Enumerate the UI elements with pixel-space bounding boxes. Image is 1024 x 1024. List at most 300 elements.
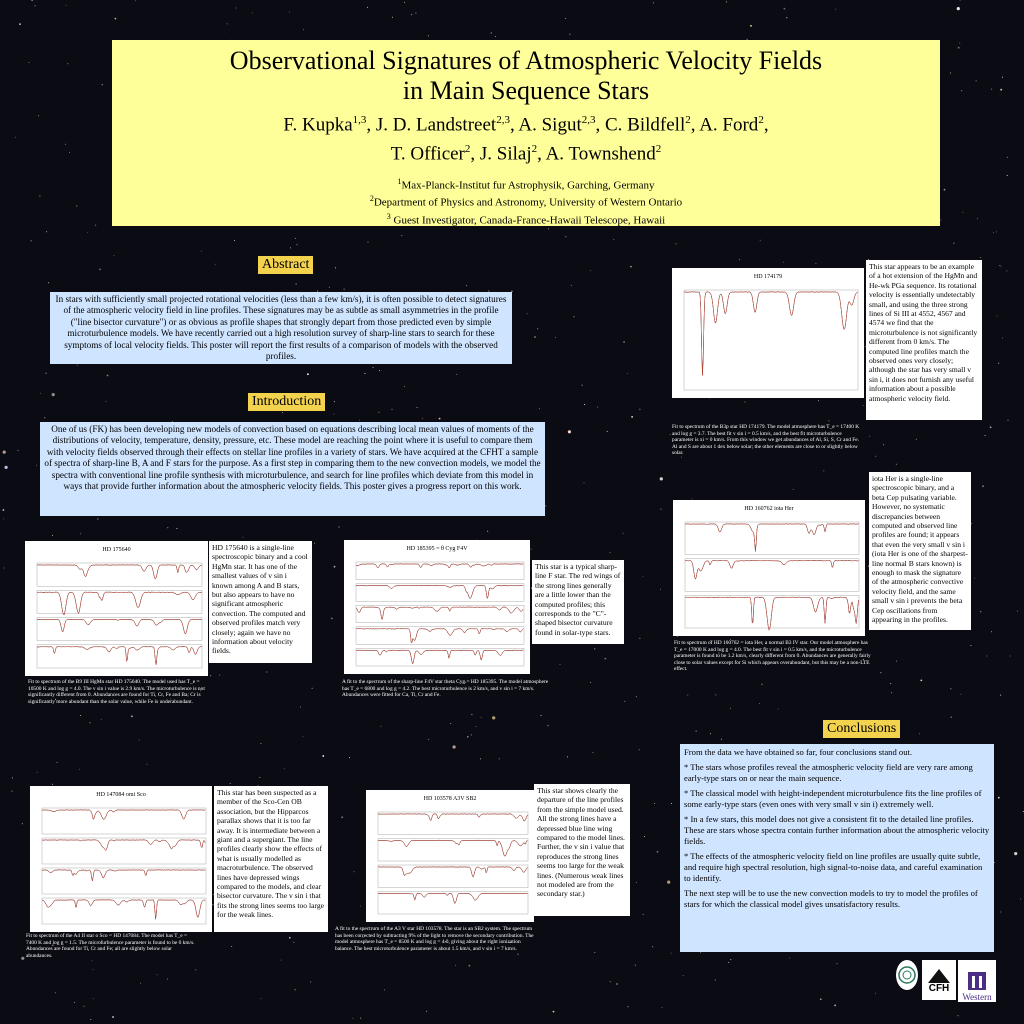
star-dot	[534, 336, 536, 338]
star-dot	[574, 316, 575, 317]
star-dot	[986, 656, 987, 657]
star-dot	[998, 363, 999, 364]
star-dot	[569, 34, 570, 35]
star-dot	[99, 269, 101, 271]
author-name: J. Silaj	[479, 143, 532, 165]
note-hd185395: This star is a typical sharp-line F star. The red wings of the strong lines generally are a little lower than the computed profiles; this corresponds to the "C"-shaped bisector curvature found in solar-type stars.	[532, 560, 624, 644]
plot-title: HD 185395 = θ Cyg F4V	[406, 546, 468, 552]
star-dot	[466, 285, 467, 286]
star-dot	[339, 527, 340, 528]
star-dot	[823, 470, 824, 471]
star-dot	[639, 409, 640, 410]
author-name: C. Bildfell	[605, 114, 686, 136]
star-dot	[135, 0, 136, 1]
plot-title: HD 160762 iota Her	[744, 506, 794, 512]
star-dot	[471, 714, 472, 715]
author-affiliation-mark: 2	[758, 114, 764, 126]
star-dot	[594, 952, 595, 953]
observed-spectrum-line	[37, 565, 202, 579]
star-dot	[671, 803, 672, 804]
star-dot	[553, 1011, 555, 1013]
affiliation-line	[112, 210, 940, 228]
star-dot	[230, 783, 231, 784]
poster-title-line2: in Main Sequence Stars	[402, 76, 650, 105]
star-dot	[531, 549, 532, 550]
star-dot	[417, 407, 418, 408]
model-spectrum-line	[378, 841, 528, 857]
caption-hd103578: A fit to the spectrum of the A3 V star HD 103578. The star is an SB2 system. The spectrum has been corrected by subtracting 9% of the light to remove the secondary contribution. The model atmosphere has T_e = 8500 K and log g = 4.0, giving about the right ionization balance. The best microturbulence parameter is about 1.5 km/s, and v sin i = 7 km/s.	[335, 926, 534, 952]
star-dot	[476, 726, 477, 727]
author-separator: ,	[595, 114, 605, 136]
star-dot	[93, 969, 94, 970]
star-dot	[661, 509, 662, 510]
star-dot	[1000, 912, 1001, 913]
plot-hd175640	[25, 541, 208, 676]
star-dot	[565, 18, 566, 19]
star-dot	[282, 412, 283, 413]
star-dot	[835, 9, 836, 10]
star-dot	[55, 992, 56, 993]
star-dot	[993, 232, 994, 233]
plot-axes-frame	[42, 868, 206, 894]
star-dot	[46, 373, 47, 374]
model-spectrum-line	[378, 814, 528, 821]
author-affiliation-mark: 2	[464, 143, 471, 156]
star-dot	[869, 436, 870, 437]
star-dot	[167, 527, 168, 528]
star-dot	[95, 225, 96, 226]
star-dot	[37, 772, 38, 773]
star-dot	[750, 25, 752, 27]
star-dot	[234, 240, 235, 241]
star-dot	[48, 282, 49, 283]
star-dot	[590, 682, 591, 683]
star-dot	[471, 734, 472, 735]
star-dot	[875, 993, 876, 994]
conclusion-paragraph: * The stars whose profiles reveal the atmospheric velocity field are very rare among early-type stars on or near the main sequence.	[684, 762, 973, 783]
star-dot	[661, 1007, 662, 1008]
star-dot	[310, 981, 311, 982]
star-dot	[639, 638, 640, 639]
star-dot	[290, 247, 291, 248]
star-dot	[584, 404, 585, 405]
author-affiliation-mark: 2	[685, 114, 691, 126]
star-dot	[643, 576, 644, 577]
author-name: J. D. Landstreet	[375, 114, 497, 136]
plot-hd185395	[344, 540, 530, 674]
plot-title: HD 175640	[102, 547, 131, 553]
author-name: F. Kupka	[283, 114, 353, 136]
star-dot	[590, 270, 591, 271]
star-dot	[499, 758, 500, 759]
star-dot	[789, 958, 790, 959]
star-dot	[890, 683, 891, 684]
star-dot	[545, 505, 546, 506]
plot-axes-frame	[37, 645, 202, 668]
star-dot	[980, 611, 981, 612]
caption-hd147084: Fit to spectrum of the A4 II star o Sco = HD 147084. The model has T_e = 7400 K and log g = 1.5. The microturbulence parameter is found to be 0 km/s. Abundances are found for Ti, Cr and Fe; all are slightly below solar abundances.	[26, 933, 195, 959]
observed-spectrum-line	[42, 870, 205, 881]
star-dot	[1006, 270, 1007, 271]
star-dot	[219, 675, 220, 676]
plot-axes-frame	[356, 605, 524, 623]
star-dot	[19, 23, 21, 25]
star-dot	[639, 749, 640, 750]
affiliations	[112, 175, 940, 228]
star-dot	[384, 989, 385, 990]
star-dot	[293, 942, 294, 943]
star-dot	[971, 645, 972, 646]
star-dot	[107, 375, 109, 377]
star-dot	[676, 243, 677, 244]
model-spectrum-line	[378, 894, 528, 904]
star-dot	[39, 196, 40, 197]
star-dot	[4, 568, 5, 569]
observed-spectrum-line	[378, 814, 528, 822]
star-dot	[450, 723, 451, 724]
plot-axes-frame	[378, 839, 528, 862]
star-dot	[300, 707, 301, 708]
model-spectrum-line	[37, 620, 202, 634]
star-dot	[739, 259, 740, 260]
model-spectrum-line	[356, 650, 523, 663]
star-dot	[1001, 266, 1002, 267]
model-spectrum-line	[356, 607, 523, 619]
observed-spectrum-line	[37, 592, 202, 615]
star-dot	[1007, 157, 1008, 158]
star-dot	[1017, 611, 1018, 612]
star-dot	[84, 1006, 85, 1007]
star-dot	[652, 946, 653, 947]
note-hd175640: HD 175640 is a single-line spectroscopic binary and a cool HgMn star. It has one of the smallest values of v sin i known among A and B stars, but also appears to have no significant atmospheric convection. The computed and observed profiles match very closely; again we have no information about velocity fields.	[209, 541, 312, 663]
star-dot	[332, 618, 333, 619]
star-dot	[29, 62, 30, 63]
plot-axes-frame	[42, 838, 206, 864]
star-dot	[883, 444, 884, 445]
star-dot	[726, 1, 727, 2]
star-dot	[373, 367, 374, 368]
author-name: A. Ford	[699, 114, 759, 136]
star-dot	[548, 228, 549, 229]
plot-axes-frame	[42, 808, 206, 834]
caption-hd160762: Fit to spectrum of HD 160762 = iota Her, a normal B3 IV star. Our model atmosphere has T_e = 17000 K and log g = 4.0. The best fit v sin i = 0.5 km/s, and the microturbulence parameter is found to be 1.2 km/s, clearly different from 0. Abundances are generally fairly close to solar values except for Si which appears overabundant, but this may be a non-LTE effect.	[674, 640, 871, 673]
star-dot	[210, 675, 211, 676]
star-dot	[760, 240, 761, 241]
star-dot	[537, 328, 538, 329]
star-dot	[1008, 420, 1009, 421]
star-dot	[146, 764, 147, 765]
star-dot	[953, 243, 954, 244]
star-dot	[631, 416, 633, 418]
star-dot	[687, 695, 688, 696]
star-dot	[815, 263, 816, 264]
star-dot	[289, 11, 290, 12]
star-dot	[670, 434, 671, 435]
star-dot	[730, 708, 731, 709]
star-dot	[115, 18, 117, 20]
star-dot	[341, 816, 343, 818]
cfh-logo-text: CFH	[928, 982, 950, 994]
star-dot	[1000, 695, 1001, 696]
conclusion-paragraph: The next step will be to use the new convection models to try to model the profiles of stars for which the classical model gives unsatisfactory results.	[684, 888, 978, 909]
star-dot	[303, 736, 304, 737]
star-dot	[140, 983, 141, 984]
star-dot	[863, 405, 864, 406]
star-dot	[571, 285, 572, 286]
star-dot	[635, 965, 636, 966]
star-dot	[539, 408, 540, 409]
star-dot	[982, 485, 984, 487]
abstract-heading: Abstract	[258, 256, 313, 274]
star-dot	[80, 715, 81, 716]
star-dot	[359, 420, 360, 421]
star-dot	[101, 719, 102, 720]
observed-spectrum-line	[685, 524, 859, 552]
star-dot	[623, 341, 625, 343]
star-dot	[491, 33, 492, 34]
star-dot	[548, 725, 549, 726]
star-dot	[392, 17, 393, 18]
star-dot	[404, 2, 405, 3]
star-dot	[314, 543, 315, 544]
model-spectrum-line	[42, 870, 205, 881]
star-dot	[604, 658, 606, 660]
cfht-logo	[922, 960, 956, 1000]
star-dot	[896, 464, 897, 465]
star-dot	[227, 23, 228, 24]
star-dot	[891, 692, 892, 693]
star-dot	[307, 373, 309, 375]
star-dot	[1002, 338, 1003, 339]
star-dot	[157, 974, 158, 975]
plot-axes-frame	[42, 898, 206, 924]
star-dot	[456, 374, 457, 375]
note-hd103578: This star shows clearly the departure of the line profiles from the simple model used. All the strong lines have a depressed blue line wing compared to the model lines. Further, the v sin i value that reproduces the strong lines seems too large for the weak lines. (Numerous weak lines not modeled are from the secondary star.)	[534, 784, 630, 916]
model-spectrum-line	[356, 586, 523, 599]
star-dot	[997, 316, 998, 317]
star-dot	[700, 952, 701, 953]
star-dot	[295, 989, 296, 990]
star-dot	[5, 466, 8, 469]
star-dot	[331, 618, 332, 619]
plot-axes-frame	[37, 563, 202, 586]
star-dot	[627, 373, 628, 374]
star-dot	[36, 465, 37, 466]
star-dot	[112, 1016, 114, 1018]
star-dot	[624, 701, 625, 702]
star-dot	[584, 482, 585, 483]
plot-axes-frame	[378, 865, 528, 888]
model-spectrum-line	[685, 524, 859, 552]
star-dot	[643, 914, 644, 915]
model-spectrum-line	[37, 647, 202, 665]
star-dot	[793, 489, 794, 490]
star-dot	[3, 451, 6, 454]
author-affiliation-mark: 2,3	[496, 114, 510, 126]
star-dot	[329, 287, 330, 288]
observed-spectrum-line	[378, 867, 528, 878]
star-dot	[40, 393, 41, 394]
star-dot	[644, 836, 645, 837]
star-dot	[784, 8, 786, 10]
plot-title: HD 103578 A3V SB2	[423, 796, 477, 802]
star-dot	[3, 509, 5, 511]
star-dot	[259, 777, 260, 778]
author-separator: ,	[537, 143, 546, 165]
star-dot	[260, 998, 261, 999]
star-dot	[379, 370, 380, 371]
star-dot	[334, 566, 336, 568]
star-dot	[281, 960, 282, 961]
star-dot	[426, 1011, 427, 1012]
note-hd174179: This star appears to be an example of a hot extension of the HgMn and He-wk PGa sequence. Its rotational velocity is essentially undetectably small, and using the three strong lines of Si III at 4552, 4567 and 4574 we find that the microturbulence is not significantly different from 0 km/s. The computed line profiles match the observed ones very closely; although the star has very small v sin i, it does not furnish any useful information about a possible atmospheric velocity field.	[866, 260, 982, 420]
author-separator: ,	[509, 114, 519, 136]
plot-axes-frame	[356, 562, 524, 580]
star-dot	[266, 672, 267, 673]
star-dot	[980, 257, 981, 258]
conclusion-paragraph: * In a few stars, this model does not give a consistent fit to the detailed line profiles. These are stars whose spectra contain further information about the atmospheric velocity fields.	[684, 814, 990, 846]
star-dot	[950, 73, 951, 74]
plot-title: HD 174179	[753, 274, 783, 280]
star-dot	[783, 262, 784, 263]
star-dot	[607, 431, 608, 432]
star-dot	[627, 1006, 628, 1007]
author-affiliation-mark: 1,3	[352, 114, 367, 126]
observed-spectrum-line	[42, 810, 205, 820]
star-dot	[592, 752, 593, 753]
author-name: A. Townshend	[545, 143, 656, 165]
star-dot	[242, 537, 243, 538]
star-dot	[260, 743, 261, 744]
plot-hd103578	[366, 790, 534, 922]
star-dot	[360, 906, 361, 907]
star-dot	[745, 402, 746, 403]
model-spectrum-line	[378, 867, 528, 877]
model-spectrum-line	[42, 900, 205, 919]
plot-hd147084	[30, 786, 212, 932]
star-dot	[401, 235, 402, 236]
star-dot	[90, 1019, 91, 1020]
star-dot	[195, 969, 196, 970]
star-dot	[105, 401, 106, 402]
caption-hd175640: Fit to spectrum of the B9 III HgMn star HD 175640. The model used has T_e = 10500 K and log g = 4.0. The v sin i value is 2.9 km/s. The microturbulence is not significantly different from 0. Abundances are found for Ti, Cr, Fe and Ba; Cr is significantly more abundant than the solar value, while Fe is underabundant.	[28, 679, 205, 705]
star-dot	[52, 784, 53, 785]
star-dot	[201, 251, 202, 252]
star-dot	[567, 756, 568, 757]
star-dot	[3, 518, 4, 519]
conclusion-paragraph: * The classical model with height-independent microturbulence fits the line profiles of some early-type stars (even ones with very small v sin i) extremely well.	[684, 788, 982, 809]
star-dot	[392, 409, 393, 410]
star-dot	[422, 418, 423, 419]
star-dot	[284, 768, 285, 769]
star-dot	[1010, 656, 1011, 657]
conclusions-heading: Conclusions	[823, 720, 900, 738]
star-dot	[15, 137, 16, 138]
caption-hd185395: A fit to the spectrum of the sharp-line F4V star theta Cyg = HD 185395. The model atmosphere has T_e = 6800 and log g = 4.2. The best microturbulence is 2 km/s, and v sin i = 7 km/s. Abundances were fitted for Ca, Ti, Cr and Fe.	[342, 679, 549, 699]
star-dot	[31, 240, 32, 241]
star-dot	[415, 13, 416, 14]
introduction-text: One of us (FK) has been developing new models of convection based on equations describing local mean values of moments of the distributions of velocity, temperature, density, pressure, etc. These model are reaching the point where it is useful to compare them with velocity fields observed through their effects on stellar line profiles in a variety of stars. We have acquired at the CFHT a sample of spectra of sharp-line B, A and F stars for the purpose. As a first step in comparing them to the new convection models, we model the spectra with conventional line profile synthesis with microturbulence, and search for line profiles which deviate from this model in ways that provide further information about the atmospheric velocity fields. This poster gives a progress report on this work.	[40, 422, 545, 516]
authors-line1	[112, 108, 940, 137]
star-dot	[677, 636, 678, 637]
star-dot	[21, 957, 24, 960]
model-spectrum-line	[685, 561, 859, 579]
plot-hd160762	[673, 500, 865, 636]
star-dot	[77, 365, 78, 366]
star-dot	[778, 708, 779, 709]
star-dot	[818, 400, 819, 401]
star-dot	[710, 733, 711, 734]
star-dot	[215, 264, 216, 265]
model-spectrum-line	[685, 597, 859, 630]
affiliation-mark: 3	[386, 211, 391, 221]
star-dot	[961, 694, 962, 695]
mpa-logo	[896, 960, 918, 990]
affiliation-text: Max-Planck-Institut fur Astrophysik, Garching, Germany	[401, 179, 655, 192]
star-dot	[610, 981, 611, 982]
star-dot	[303, 29, 304, 30]
star-dot	[660, 589, 661, 590]
affiliation-text: Department of Physics and Astronomy, University of Western Ontario	[373, 196, 683, 209]
star-dot	[312, 688, 313, 689]
star-dot	[91, 960, 92, 961]
star-dot	[1002, 77, 1003, 78]
star-dot	[360, 1018, 361, 1019]
western-logo-text: Western	[962, 992, 992, 1002]
star-dot	[469, 965, 471, 967]
star-dot	[352, 1018, 353, 1019]
star-dot	[480, 758, 481, 759]
star-dot	[22, 823, 23, 824]
star-dot	[594, 648, 595, 649]
star-dot	[428, 35, 429, 36]
model-spectrum-line	[684, 292, 858, 376]
observed-spectrum-line	[356, 650, 523, 664]
star-dot	[44, 417, 45, 418]
star-dot	[630, 266, 632, 268]
star-dot	[636, 696, 637, 697]
star-dot	[660, 477, 663, 480]
star-dot	[12, 777, 13, 778]
star-dot	[696, 731, 697, 732]
author-separator: ,	[366, 114, 376, 136]
star-dot	[996, 231, 997, 232]
star-dot	[439, 418, 441, 420]
star-dot	[74, 1002, 75, 1003]
star-dot	[920, 680, 922, 682]
star-dot	[616, 983, 618, 985]
star-dot	[113, 255, 114, 256]
author-separator: ,	[470, 143, 480, 165]
star-dot	[1020, 899, 1021, 900]
plot-axes-frame	[378, 812, 528, 835]
star-dot	[828, 420, 829, 421]
star-dot	[1000, 89, 1002, 91]
star-dot	[834, 1005, 836, 1007]
star-dot	[46, 231, 47, 232]
star-dot	[916, 439, 917, 440]
star-dot	[683, 975, 684, 976]
star-dot	[991, 631, 992, 632]
star-dot	[52, 535, 53, 536]
star-dot	[998, 797, 1000, 799]
star-dot	[296, 284, 297, 285]
star-dot	[990, 426, 992, 428]
plot-axes-frame	[685, 522, 859, 555]
star-dot	[919, 733, 920, 734]
star-dot	[453, 745, 456, 748]
star-dot	[560, 664, 561, 665]
